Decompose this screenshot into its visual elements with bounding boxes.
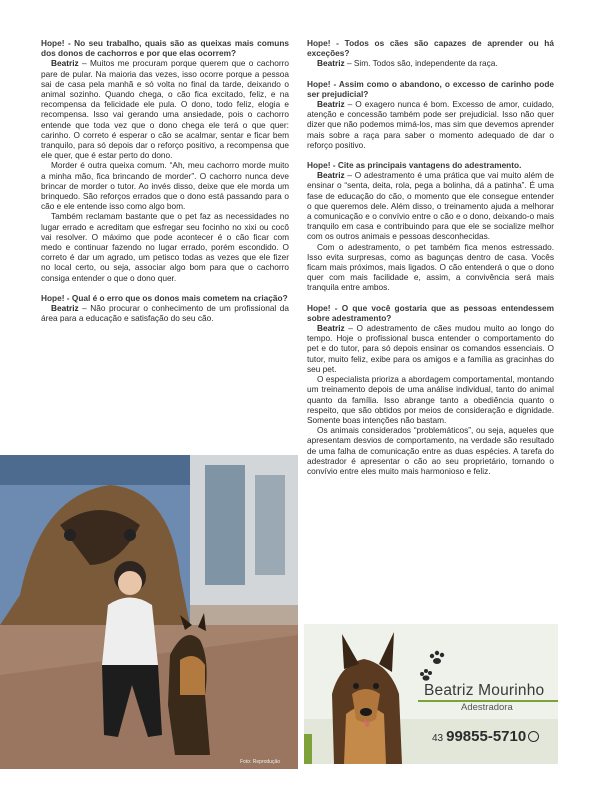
answer-text: Com o adestramento, o pet também fica menos estressado. Isso evita surpresas, como as bagunças dentro de casa. Vocês ficam mais próximos, mais ligados. O cão entenderá o que o dono quer com mais facilidade e, assim, a convivência será mais tranquila entre ambos. [307, 241, 554, 293]
speaker-name: Beatriz [51, 303, 79, 314]
answer-text: Também reclamam bastante que o pet faz as necessidades no lugar errado e acreditam que esfregar seu focinho no xixi ou cocô vai resolver. O máximo que pode acontecer é o cão ficar com medo e continuar fazendo no lugar errado, porém escondido. O correto é dar um agrado, um petisco todas as vezes que ele fizer no local certo, ou seja, associar algo bom para que o cachorro consiga entender o que o dono quer. [41, 211, 289, 283]
interview-question: Hope! - Assim como o abandono, o excesso de carinho pode ser prejudicial? [307, 78, 554, 99]
interview-answer [41, 160, 289, 211]
trainer-name: Beatriz Mourinho [424, 682, 545, 699]
speaker-name: Beatriz [317, 323, 345, 334]
interview-answer [307, 323, 554, 374]
answer-text: – Muitos me procuram porque querem que o cachorro pare de pular. Na maioria das vezes, isso ocorre porque a pessoa sai de casa pela manhã e só volta no final da tarde, deixando o animal sozinho. Quando chega, o cão fica excitado, feliz, e na recompensa da felicidade ele pula. O dono, todo feliz, elogia e recompensa. Isso vai gerando uma ansiedade, pois o cachorro entende que toda vez que o dono chega ele terá o que quer: carinho. O correto é esperar o cão se acalmar, sentar e ficar bem tranquilo, para só depois dar o reforço positivo, a recompensa que ele quer, que é estar perto do dono. [41, 58, 289, 161]
speaker-name: Beatriz [317, 170, 345, 181]
answer-text: – Sim. Todos são, independente da raça. [344, 58, 498, 69]
interview-answer [307, 170, 554, 241]
answer-text: Morder é outra queixa comum. “Ah, meu cachorro morde muito a minha mão, fica brincando de morder”. O cachorro nunca deve brincar de morder o tutor. Ao invés disso, deixe que ele morda um brinquedo. São reforços errados que o dono está passando para o cão e ele entende isso como algo bom. [41, 160, 289, 212]
interview-answer [41, 58, 289, 160]
answer-text: Os animais considerados “problemáticos”, ou seja, aqueles que apresentam desvios de comportamento, na verdade são resultado de uma falha de comunicação entre as duas espécies. A tarefa do adestrador é apresentar o cão ao seu proprietário, tornando o convívio entre eles muito mais harmonioso e feliz. [307, 425, 554, 476]
article-right-column [307, 38, 554, 476]
interview-question: Hope! - O que você gostaria que as pessoas entendessem sobre adestramento? [307, 302, 554, 323]
interview-question: Hope! - Cite as principais vantagens do adestramento. [307, 160, 522, 171]
trainer-role: Adestradora [461, 702, 513, 713]
answer-text: – O exagero nunca é bom. Excesso de amor, cuidado, atenção e concessão também pode ser prejudicial. Isso não quer dizer que não podemos mimá-los, mas sim que devemos aprender mais sobre a raça para saber o momento adequado de dar o reforço positivo. [307, 99, 554, 150]
interview-answer [307, 58, 554, 68]
phone-number: 99855-5710 [446, 728, 527, 745]
interview-answer [41, 303, 289, 323]
speaker-name: Beatriz [317, 99, 345, 110]
trainer-with-dog-photo [0, 455, 298, 769]
interview-answer [307, 425, 554, 476]
interview-answer [41, 211, 289, 282]
answer-text: – O adestramento é uma prática que vai muito além de ensinar o “senta, deita, rola, pega a bolinha, dá a patinha”. É uma fase de educação do cão, o momento que ele consegue entender o que queremos dele. Além disso, o treinamento ajuda a melhorar a comunicação e o convívio entre o cão e o dono, deixando-o mais tranquilo em casa e contribuindo para que ele se socialize melhor com os outros animais e pessoas desconhecidas. [307, 170, 554, 242]
speaker-name: Beatriz [51, 58, 79, 69]
trainer-ad-card [304, 624, 558, 764]
interview-question: Hope! - Todos os cães são capazes de aprender ou há exceções? [307, 38, 554, 59]
phone-area-code: 43 [432, 733, 444, 744]
trainer-phone[interactable] [432, 728, 539, 745]
article-left-column [41, 38, 289, 323]
interview-answer [307, 99, 554, 150]
answer-text: – Não procurar o conhecimento de um profissional da área para a educação e satisfação do seu cão. [41, 303, 289, 324]
interview-question: Hope! - Qual é o erro que os donos mais cometem na criação? [41, 292, 288, 303]
answer-text: – O adestramento de cães mudou muito ao longo do tempo. Hoje o profissional busca entender o comportamento do pet e do tutor, para só depois ensinar os comandos essenciais. O tutor, muito feliz, exibe para os amigos e a família as gracinhas do seu pet. [307, 323, 554, 374]
photo-credit: Foto: Reprodução [240, 759, 281, 765]
interview-answer [307, 242, 554, 293]
speaker-name: Beatriz [317, 58, 345, 69]
interview-question: Hope! - No seu trabalho, quais são as queixas mais comuns dos donos de cachorros e por que elas ocorrem? [41, 38, 289, 59]
interview-answer [307, 374, 554, 425]
answer-text: O especialista prioriza a abordagem comportamental, montando um treinamento depois de uma análise individual, tanto do animal quanto da família. Isso abrange tanto a obediência quanto o respeito, que são obtidos por meios de consideração e dignidade. Somente boas intenções não bastam. [307, 374, 554, 425]
whatsapp-icon [528, 731, 539, 742]
